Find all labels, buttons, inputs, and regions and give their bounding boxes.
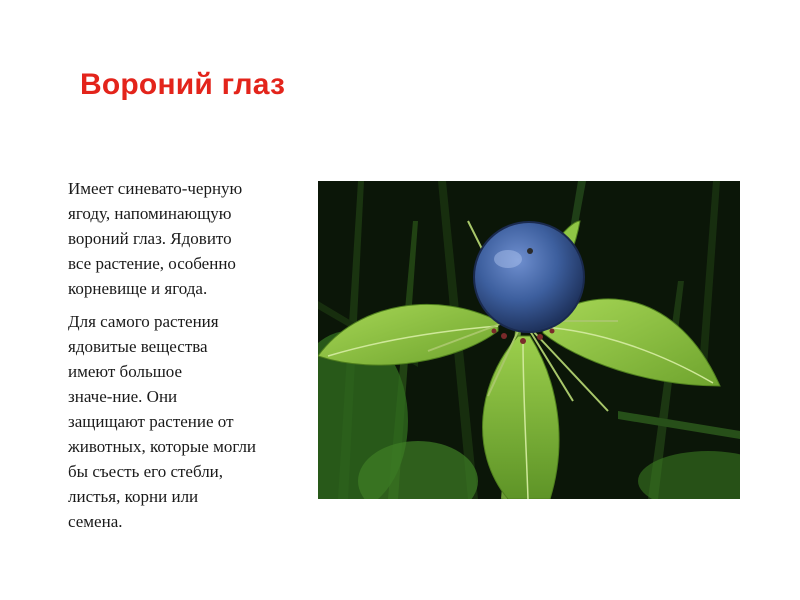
- berry: [474, 222, 584, 332]
- slide-body-text: [68, 176, 308, 542]
- paragraph-description: Имеет синевато-черную ягоду, напоминающую вороний глаз. Ядовито все растение, особенно корневище и ягода.: [68, 179, 243, 298]
- plant-photo: [318, 181, 740, 499]
- slide-title: Вороний глаз: [80, 68, 286, 101]
- paragraph-toxicity: Для самого растения ядовитые вещества имеют большое значе-ние. Они защищают растение от животных, которые могли бы съесть его стебли, листья, корни или семена.: [68, 312, 257, 531]
- herb-paris-illustration: [318, 181, 740, 499]
